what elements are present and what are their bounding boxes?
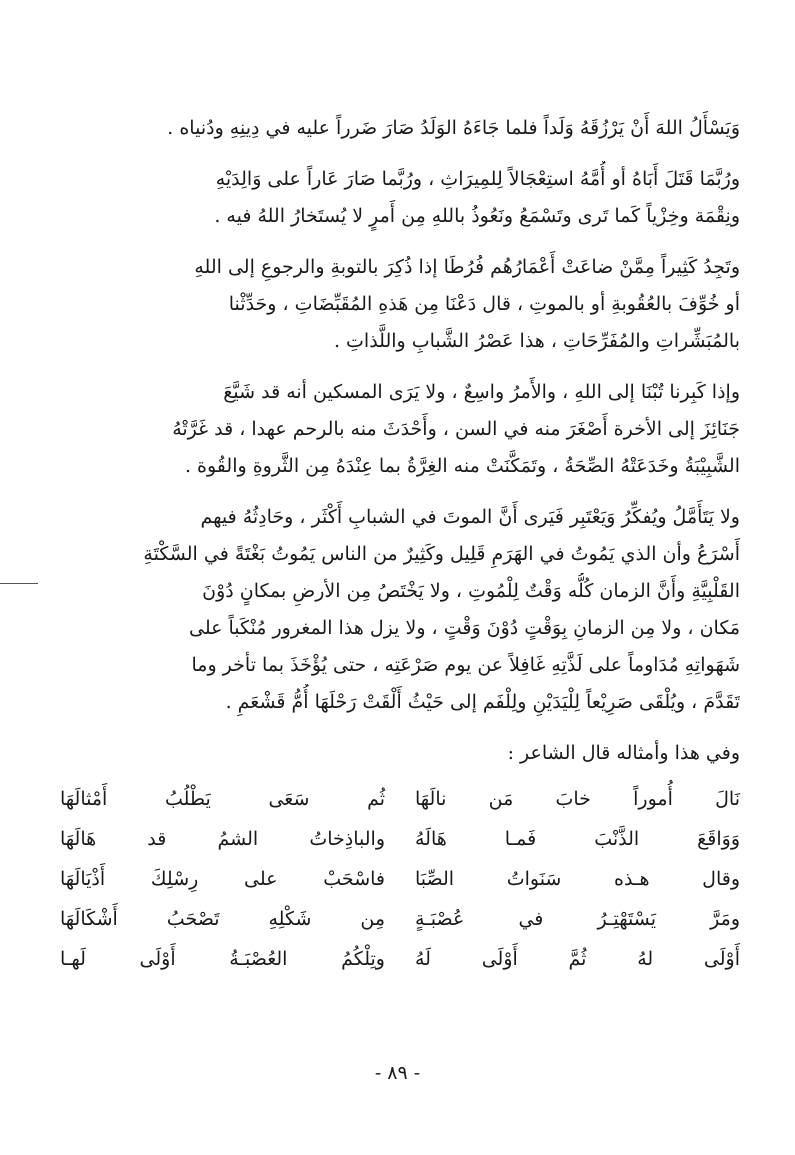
text-line: ورُبَّمَا قَتَلَ أَبَاهُ أو أُمَّهُ استِعْجَالاً لِلمِيرَاثِ ، ورُبَّما صَارَ عَاراً على وَالِدَيْهِ bbox=[215, 168, 740, 190]
poem-intro: وفي هذا وأمثاله قال الشاعر : bbox=[507, 742, 740, 764]
verse-first-hemistich: نَالَ أُموراً خابَ مَن نالَهَا bbox=[415, 788, 740, 810]
text-line: مَكان ، ولا مِن الزمانِ بِوَقْتٍ دُوْنَ وَقْتٍ ، ولا يزل هذا المغرور مُنْكَباً على bbox=[189, 617, 740, 639]
text-line: تَقَدَّمَ ، ويُلْقَى صَرِيْعاً لِلْيَدَيْنِ ولِلْفَم إلى حَيْثُ أَلْقَتْ رَحْلَهَا أُمُّ قَشْعَمِ . bbox=[225, 691, 740, 713]
text-line: أَسْرَعُ وأن الذي يَمُوتُ في الهَرَمِ قَلِيل وكَثِيرٌ من الناس يَمُوتُ بَغْتَةً في السَّكْتَةِ bbox=[143, 543, 740, 565]
text-line: جَنَائِزَ إلى الأخرة أَصْغَرَ منه في السن ، وأَحْدَثَ منه بالرحم عهدا ، قد غَرَّتْهُ bbox=[172, 418, 740, 440]
verse-first-hemistich: وَوَاقَعَ الذَّنْبَ فَمـا هَالَهُ bbox=[415, 828, 740, 850]
verse-second-hemistich: مِن شَكْلِهِ تَصْحَبُ أَشْكَالَهَا bbox=[60, 908, 385, 930]
verse-second-hemistich: ثُم سَعَى يَطْلُبُ أَمْثالَهَا bbox=[60, 788, 385, 810]
text-line: الشَّبِيْبَةُ وخَدَعَتْهُ الصِّحَةُ ، وتَمَكَّنَتْ منه الغِرَّةُ بما عِنْدَهُ مِن الثَّروةِ والقُوة . bbox=[184, 455, 740, 477]
text-line: ونِقْمَة وخِزْياً كَما تَرى وتَسْمَعُ ونَعُوذُ باللهِ مِن أَمرٍ لا يُستَخارُ اللهُ فيه . bbox=[214, 205, 740, 227]
page-number: - ٨٩ - bbox=[374, 1062, 421, 1084]
margin-line bbox=[0, 583, 38, 584]
text-line: وَيَسْأَلُ اللهَ أَنْ يَرْزُقَهُ وَلَداً فلما جَاءَهُ الوَلَدُ صَارَ ضَرراً عليه في دِينِهِ ودُنياه . bbox=[167, 117, 740, 139]
text-line: بالمُبَشِّراتِ والمُفَرِّحَاتِ ، هذا عَصْرُ الشَّبابِ واللَّذاتِ . bbox=[333, 330, 740, 352]
text-line: القَلْبِيَّةِ وأَنَّ الزمان كُلُّه وَقْتٌ لِلْمُوتِ ، ولا يَخْتَصُ مِن الأرضِ بمكانٍ دُوْنَ bbox=[202, 580, 740, 602]
verse-second-hemistich: فاسْحَبْ على رِسْلِكَ أَذْيَالَهَا bbox=[60, 868, 385, 890]
verse-first-hemistich: وقال هـذه سَنَواتُ الصِّبَا bbox=[415, 868, 740, 890]
text-line: وإذا كَبِرنا تُبْنَا إلى اللهِ ، والأَمرُ واسِعٌ ، ولا يَرَى المسكين أنه قد شَيَّعَ bbox=[223, 381, 740, 403]
page-body bbox=[60, 110, 740, 977]
paragraph-3 bbox=[60, 249, 740, 360]
paragraph-2 bbox=[60, 161, 740, 235]
verse-second-hemistich: وتِلْكُمُ العُصْبَـةُ أَوْلَى لَهـا bbox=[60, 948, 385, 970]
paragraph-5 bbox=[60, 499, 740, 721]
text-line: أو خُوِّفَ بالعُقُوبةِ أو بالموتِ ، قال دَعْنَا مِن هَذهِ المُقَبِّضَاتِ ، وحَدِّثْنا bbox=[228, 293, 740, 315]
paragraph-4 bbox=[60, 374, 740, 485]
verse-first-hemistich: أَوْلَى لهُ ثُمَّ أَوْلَى لَهُ bbox=[415, 948, 740, 970]
text-line: شَهَواتِهِ مُدَاوماً على لَذَّتِهِ غَافِلاً عن يوم صَرْعَتِه ، حتى يُؤْخَذَ بما تأخر وما bbox=[191, 654, 740, 676]
poem bbox=[60, 781, 740, 977]
verse-first-hemistich: ومَرَّ يَسْتَهْتِـرُ في عُصْبَـةٍ bbox=[415, 908, 740, 930]
text-line: ولا يَتَأَمَّلُ ويُفكِّرُ وَيَعْتَبِر فَيَرى أَنَّ الموتَ في الشبابِ أَكْثَر ، وحَادِثُهُ فيهم bbox=[200, 506, 740, 528]
paragraph-1 bbox=[60, 110, 740, 147]
verse-second-hemistich: والباذِخاتُ الشمُ قد هَالَهَا bbox=[60, 828, 385, 850]
text-line: وتَجِدُ كَثِيراً مِمَّنْ ضاعَتْ أَعْمَارُهُم فُرُطَا إذا ذُكِرَ بالتوبةِ والرجوعِ إلى اللهِ bbox=[194, 256, 740, 278]
